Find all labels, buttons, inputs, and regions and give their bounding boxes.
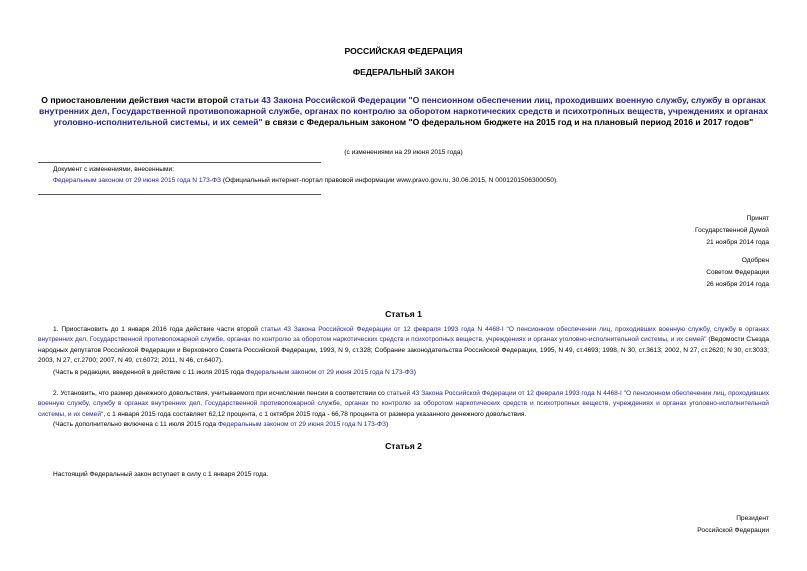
- adopted-date: 21 ноября 2014 года: [706, 239, 769, 246]
- signature-block: [569, 513, 769, 537]
- law-type-heading: ФЕДЕРАЛЬНЫЙ ЗАКОН: [352, 67, 455, 77]
- approved-date: 26 ноября 2014 года: [706, 281, 769, 288]
- part-2-link-article43[interactable]: статьей 43 Закона Российской Федерации от 12 февраля 1993 года N 4468-I "О пенсионном обеспечении лиц, проходивших военную службу, службу в органах внутренних дел, Государственной противопожарной службе, органах по контролю за оборотом наркотических средств и психотропных веществ, учреждениях и органах уголовно-исполнительной системы, и их семей": [38, 390, 769, 418]
- note-1-text: (Часть в редакции, введенной в действие с 11 июля 2015 года: [53, 369, 246, 376]
- part-2-text-end: , с 1 января 2015 года составляет 62,12 процента, с 1 октября 2015 года - 66,78 процента от размера указанного денежного довольствия.: [103, 410, 527, 418]
- article-2-text: Настоящий Федеральный закон вступает в силу с 1 января 2015 года.: [53, 471, 269, 478]
- approved-label: Одобрен: [741, 257, 769, 264]
- article-1-part-1: [38, 325, 769, 367]
- approved-body: Советом Федерации: [706, 269, 769, 276]
- note-2-link[interactable]: Федеральным законом от 29 июня 2015 года N 173-ФЗ: [217, 421, 386, 428]
- amendment-law-link[interactable]: Федеральным законом от 29 июня 2015 года N 173-ФЗ: [53, 177, 222, 184]
- approval-block: [569, 255, 769, 291]
- note-1-link[interactable]: Федеральным законом от 29 июня 2015 года N 173-ФЗ: [245, 369, 414, 376]
- top-divider: [38, 162, 321, 163]
- country-heading: РОССИЙСКАЯ ФЕДЕРАЦИЯ: [344, 46, 463, 56]
- law-title: [38, 95, 769, 129]
- article-1-heading: Статья 1: [385, 309, 422, 319]
- title-link-article43[interactable]: статьи 43 Закона Российской Федерации "О пенсионном обеспечении лиц, проходивших военную службу, службу в органах внутренних дел, Государственной противопожарной службе, органах по контролю за оборотом наркотических средств и психотропных веществ, учреждениях и органах уголовно-исполнительной системы, и их семей": [39, 95, 768, 128]
- note-2-text: (Часть дополнительно включена с 11 июля 2015 года: [53, 421, 218, 428]
- part-2-text-start: 2. Установить, что размер денежного довольствия, учитываемого при исчислении пенсии в соответствии со: [53, 390, 387, 397]
- amendments-source: [53, 175, 783, 186]
- bottom-divider: [38, 194, 321, 195]
- title-text-start: О приостановлении действия части второй: [41, 95, 231, 105]
- amendments-block: [53, 164, 783, 186]
- amendments-intro: Документ с изменениями, внесенными:: [53, 166, 175, 173]
- note-1-close: ): [413, 369, 416, 376]
- adoption-block: [569, 213, 769, 249]
- amendment-publication: (Официальный интернет-портал правовой информации www.pravo.gov.ru, 30.06.2015, N 0001201506300050).: [221, 177, 558, 184]
- part-1-sources: (Ведомости Съезда народных депутатов Российской Федерации и Верховного Совета Российской Федерации, 1993, N 9, ст.328; Собрание законодательства Российской Федерации, 1995, N 49, ст.4693; 1998, N 30, ст.3613; 2002, N 27, ст.2620; N 30, ст.3033; 2003, N 27, ст.2700; 2007, N 49, ст.6072; 2011, N 46, ст.6407).: [38, 336, 769, 365]
- article-1-part-2: [38, 389, 769, 420]
- title-text-end: в связи с Федеральным законом "О федеральном бюджете на 2015 год и на плановый период 2016 и 2017 годов": [262, 117, 754, 128]
- article-1-note-1: [53, 369, 416, 376]
- article-2-heading: Статья 2: [385, 441, 422, 451]
- signature-title: Президент: [736, 515, 769, 522]
- adopted-body: Государственной Думой: [695, 227, 769, 234]
- signature-country: Российской Федерации: [697, 527, 769, 534]
- article-1-note-2: [53, 421, 388, 428]
- part-1-text-start: 1. Приостановить до 1 января 2016 года действие части второй: [53, 326, 261, 333]
- adopted-label: Принят: [746, 215, 769, 222]
- note-2-close: ): [386, 421, 389, 428]
- edition-note: (с изменениями на 29 июня 2015 года): [344, 149, 463, 156]
- part-1-link-article43[interactable]: статьи 43 Закона Российской Федерации от 12 февраля 1993 года N 4468-I "О пенсионном обеспечении лиц, проходивших военную службу, службу в органах внутренних дел, Государственной противопожарной службе, органах по контролю за оборотом наркотических средств и психотропных веществ, учреждениях и органах уголовно-исполнительной системы, и их семей": [38, 326, 769, 344]
